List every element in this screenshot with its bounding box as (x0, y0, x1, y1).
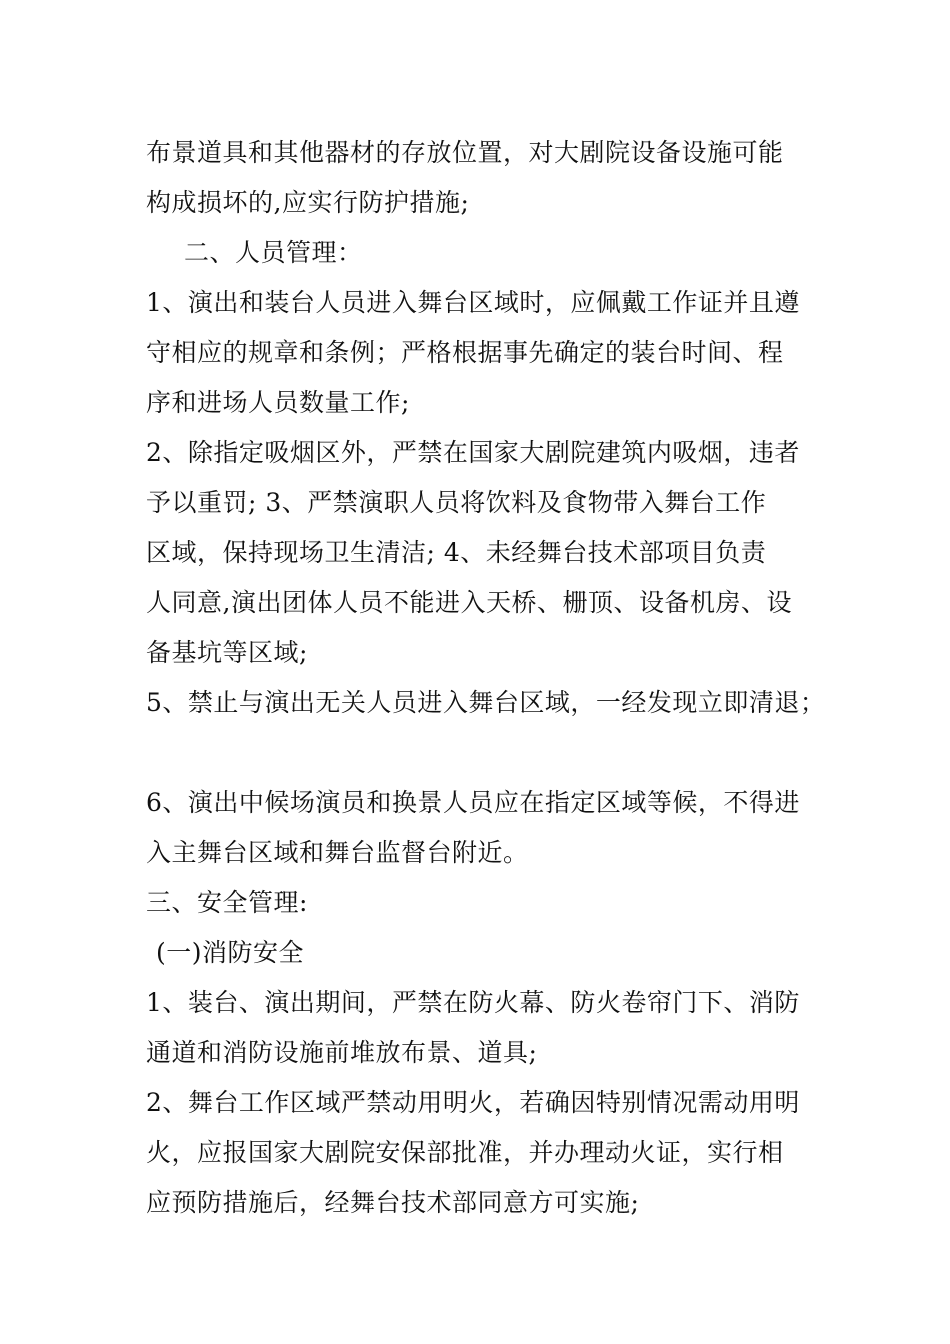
list-item-line: 区域，保持现场卫生清洁; 4、未经舞台技术部项目负责 (146, 538, 767, 567)
list-item-line: 5、禁止与演出无关人员进入舞台区域，一经发现立即清退； (146, 688, 826, 717)
list-item-line: 守相应的规章和条例；严格根据事先确定的装台时间、程 (146, 338, 784, 367)
subsection-heading: (一)消防安全 (156, 938, 305, 967)
list-item-line: 入主舞台区域和舞台监督台附近。 (146, 838, 529, 867)
section-heading: 三、安全管理: (146, 888, 308, 917)
list-item-line: 备基坑等区域; (146, 638, 308, 667)
list-item-line: 6、演出中候场演员和换景人员应在指定区域等候，不得进 (146, 788, 800, 817)
list-item-line: 应预防措施后，经舞台技术部同意方可实施; (146, 1188, 640, 1217)
paragraph-line: 布景道具和其他器材的存放位置，对大剧院设备设施可能 (146, 138, 784, 167)
list-item-line: 序和进场人员数量工作; (146, 388, 410, 417)
list-item-line: 通道和消防设施前堆放布景、道具; (146, 1038, 538, 1067)
section-heading: 二、人员管理： (184, 238, 363, 267)
paragraph-line: 构成损坏的,应实行防护措施; (146, 188, 470, 217)
list-item-line: 1、装台、演出期间，严禁在防火幕、防火卷帘门下、消防 (146, 988, 800, 1017)
list-item-line: 2、除指定吸烟区外，严禁在国家大剧院建筑内吸烟，违者 (146, 438, 800, 467)
list-item-line: 予以重罚; 3、严禁演职人员将饮料及食物带入舞台工作 (146, 488, 767, 517)
list-item-line: 火，应报国家大剧院安保部批准，并办理动火证，实行相 (146, 1138, 784, 1167)
document-body (146, 128, 826, 1228)
list-item-line: 人同意,演出团体人员不能进入天桥、栅顶、设备机房、设 (146, 588, 792, 617)
list-item-line: 2、舞台工作区域严禁动用明火，若确因特别情况需动用明 (146, 1088, 800, 1117)
paragraph-gap (146, 728, 826, 778)
list-item-line: 1、演出和装台人员进入舞台区域时，应佩戴工作证并且遵 (146, 288, 800, 317)
